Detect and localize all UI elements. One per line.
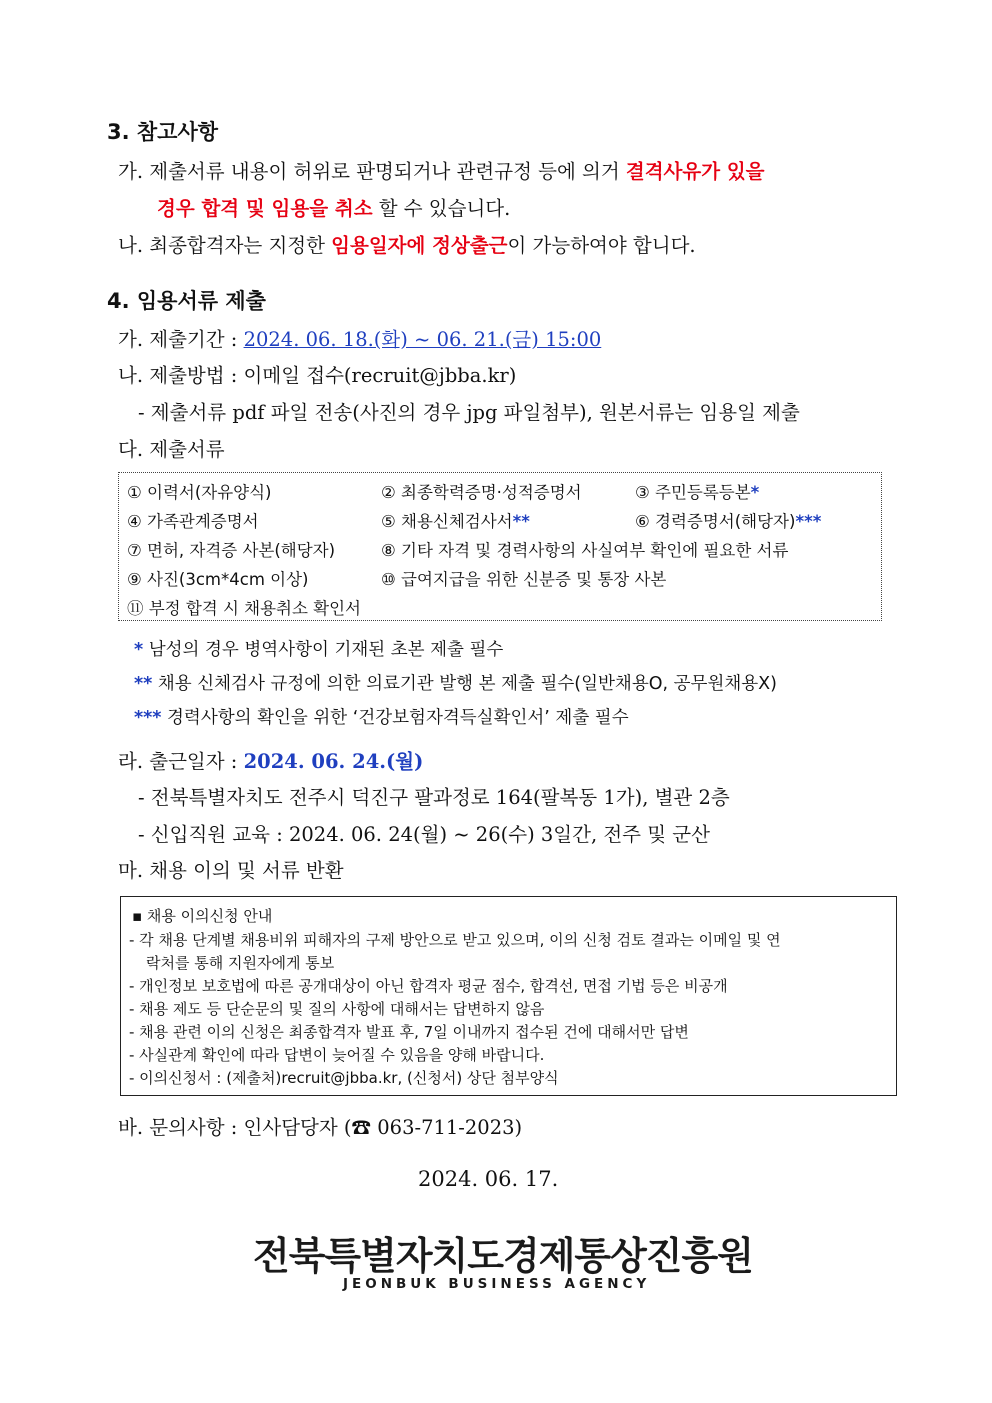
appeal-line-1: - 각 채용 단계별 채용비위 피해자의 구제 방안으로 받고 있으며, 이의 신청 검토 결과는 이메일 및 연 <box>129 931 781 949</box>
sec3-na-text: 나. 최종합격자는 지정한 <box>118 234 332 257</box>
doc-item-9: ⑨ 사진(3cm*4cm 이상) <box>127 570 309 589</box>
sec4-item-da: 다. 제출서류 <box>118 438 225 461</box>
note-2: ** 채용 신체검사 규정에 의한 의료기관 발행 본 제출 필수(일반채용O, 공무원채용X) <box>134 674 777 694</box>
appeal-title: ▪ 채용 이의신청 안내 <box>132 907 273 925</box>
sec3-ga-highlight-1: 결격사유가 있을 <box>625 160 765 183</box>
appeal-line-5: - 사실관계 확인에 따라 답변이 늦어질 수 있음을 양해 바랍니다. <box>129 1046 545 1064</box>
doc-item-2: ② 최종학력증명·성적증명서 <box>381 483 582 502</box>
sec3-item-ga-cont <box>157 193 510 221</box>
doc-item-6: ⑥ 경력증명서(해당자)*** <box>635 512 822 531</box>
sec3-ga-text: 가. 제출서류 내용이 허위로 판명되거나 관련규정 등에 의거 <box>118 160 626 183</box>
sec4-item-ga <box>118 324 601 352</box>
doc-item-1: ① 이력서(자유양식) <box>127 483 272 502</box>
section-4-title: 4. 임용서류 제출 <box>107 289 266 313</box>
contact-phone: 063-711-2023) <box>371 1116 523 1139</box>
doc-item-8: ⑧ 기타 자격 및 경력사항의 사실여부 확인에 필요한 서류 <box>381 541 789 560</box>
note-3: *** 경력사항의 확인을 위한 ‘건강보험자격득실확인서’ 제출 필수 <box>134 708 629 728</box>
sec4-ra-label: 라. 출근일자 : <box>118 750 244 773</box>
doc-item-10: ⑩ 급여지급을 위한 신분증 및 통장 사본 <box>381 570 667 589</box>
doc-item-7: ⑦ 면허, 자격증 사본(해당자) <box>127 541 336 560</box>
doc-item-5: ⑤ 채용신체검사서** <box>381 512 530 531</box>
section-3-title: 3. 참고사항 <box>107 120 219 144</box>
sec4-item-na: 나. 제출방법 : 이메일 접수(recruit@jbba.kr) <box>118 364 517 387</box>
sec3-na-suffix: 이 가능하여야 합니다. <box>507 234 696 257</box>
sec4-item-ba <box>118 1112 522 1140</box>
appeal-line-4: - 채용 관련 이의 신청은 최종합격자 발표 후, 7일 이내까지 접수된 건에 대해서만 답변 <box>129 1023 689 1041</box>
appeal-line-2: - 개인정보 보호법에 따른 공개대상이 아닌 합격자 평균 점수, 합격선, 면접 기법 등은 비공개 <box>129 977 728 995</box>
doc-item-4: ④ 가족관계증명서 <box>127 512 259 531</box>
appeal-line-1b: 락처를 통해 지원자에게 통보 <box>146 954 335 972</box>
document-date: 2024. 06. 17. <box>418 1167 559 1191</box>
sec3-ga-suffix: 할 수 있습니다. <box>372 197 511 220</box>
phone-icon: ☎ <box>351 1116 372 1139</box>
start-date: 2024. 06. 24.(월) <box>243 750 424 773</box>
sec3-item-ga <box>118 156 765 184</box>
appeal-line-6: - 이의신청서 : (제출처)recruit@jbba.kr, (신청서) 상단 첨부양식 <box>129 1069 559 1087</box>
sec3-na-highlight: 임용일자에 정상출근 <box>331 234 508 257</box>
organization-name: 전북특별자치도경제통상진흥원 <box>253 1234 753 1278</box>
sec4-ba-text: 바. 문의사항 : 인사담당자 ( <box>118 1116 352 1139</box>
organization-name-en: JEONBUK BUSINESS AGENCY <box>343 1276 651 1292</box>
doc-item-11: ⑪ 부정 합격 시 채용취소 확인서 <box>127 599 361 618</box>
sec4-ga-label: 가. 제출기간 : <box>118 328 244 351</box>
sec4-na-sub: - 제출서류 pdf 파일 전송(사진의 경우 jpg 파일첨부), 원본서류는 임용일 제출 <box>138 401 800 424</box>
sec3-ga-highlight-2: 경우 합격 및 임용을 취소 <box>157 197 373 220</box>
note-1: * 남성의 경우 병역사항이 기재된 초본 제출 필수 <box>134 640 504 660</box>
sec4-ra-sub-1: - 전북특별자치도 전주시 덕진구 팔과정로 164(팔복동 1가), 별관 2층 <box>138 786 730 809</box>
appeal-line-3: - 채용 제도 등 단순문의 및 질의 사항에 대해서는 답변하지 않음 <box>129 1000 545 1018</box>
sec4-ra-sub-2: - 신입직원 교육 : 2024. 06. 24(월) ~ 26(수) 3일간, 전주 및 군산 <box>138 823 710 846</box>
submission-period: 2024. 06. 18.(화) ~ 06. 21.(금) 15:00 <box>243 328 602 351</box>
sec4-item-ra <box>118 746 423 774</box>
sec4-item-ma: 마. 채용 이의 및 서류 반환 <box>118 859 344 882</box>
sec3-item-na <box>118 230 696 258</box>
appeal-box <box>120 896 897 1096</box>
doc-item-3: ③ 주민등록등본* <box>635 483 760 502</box>
